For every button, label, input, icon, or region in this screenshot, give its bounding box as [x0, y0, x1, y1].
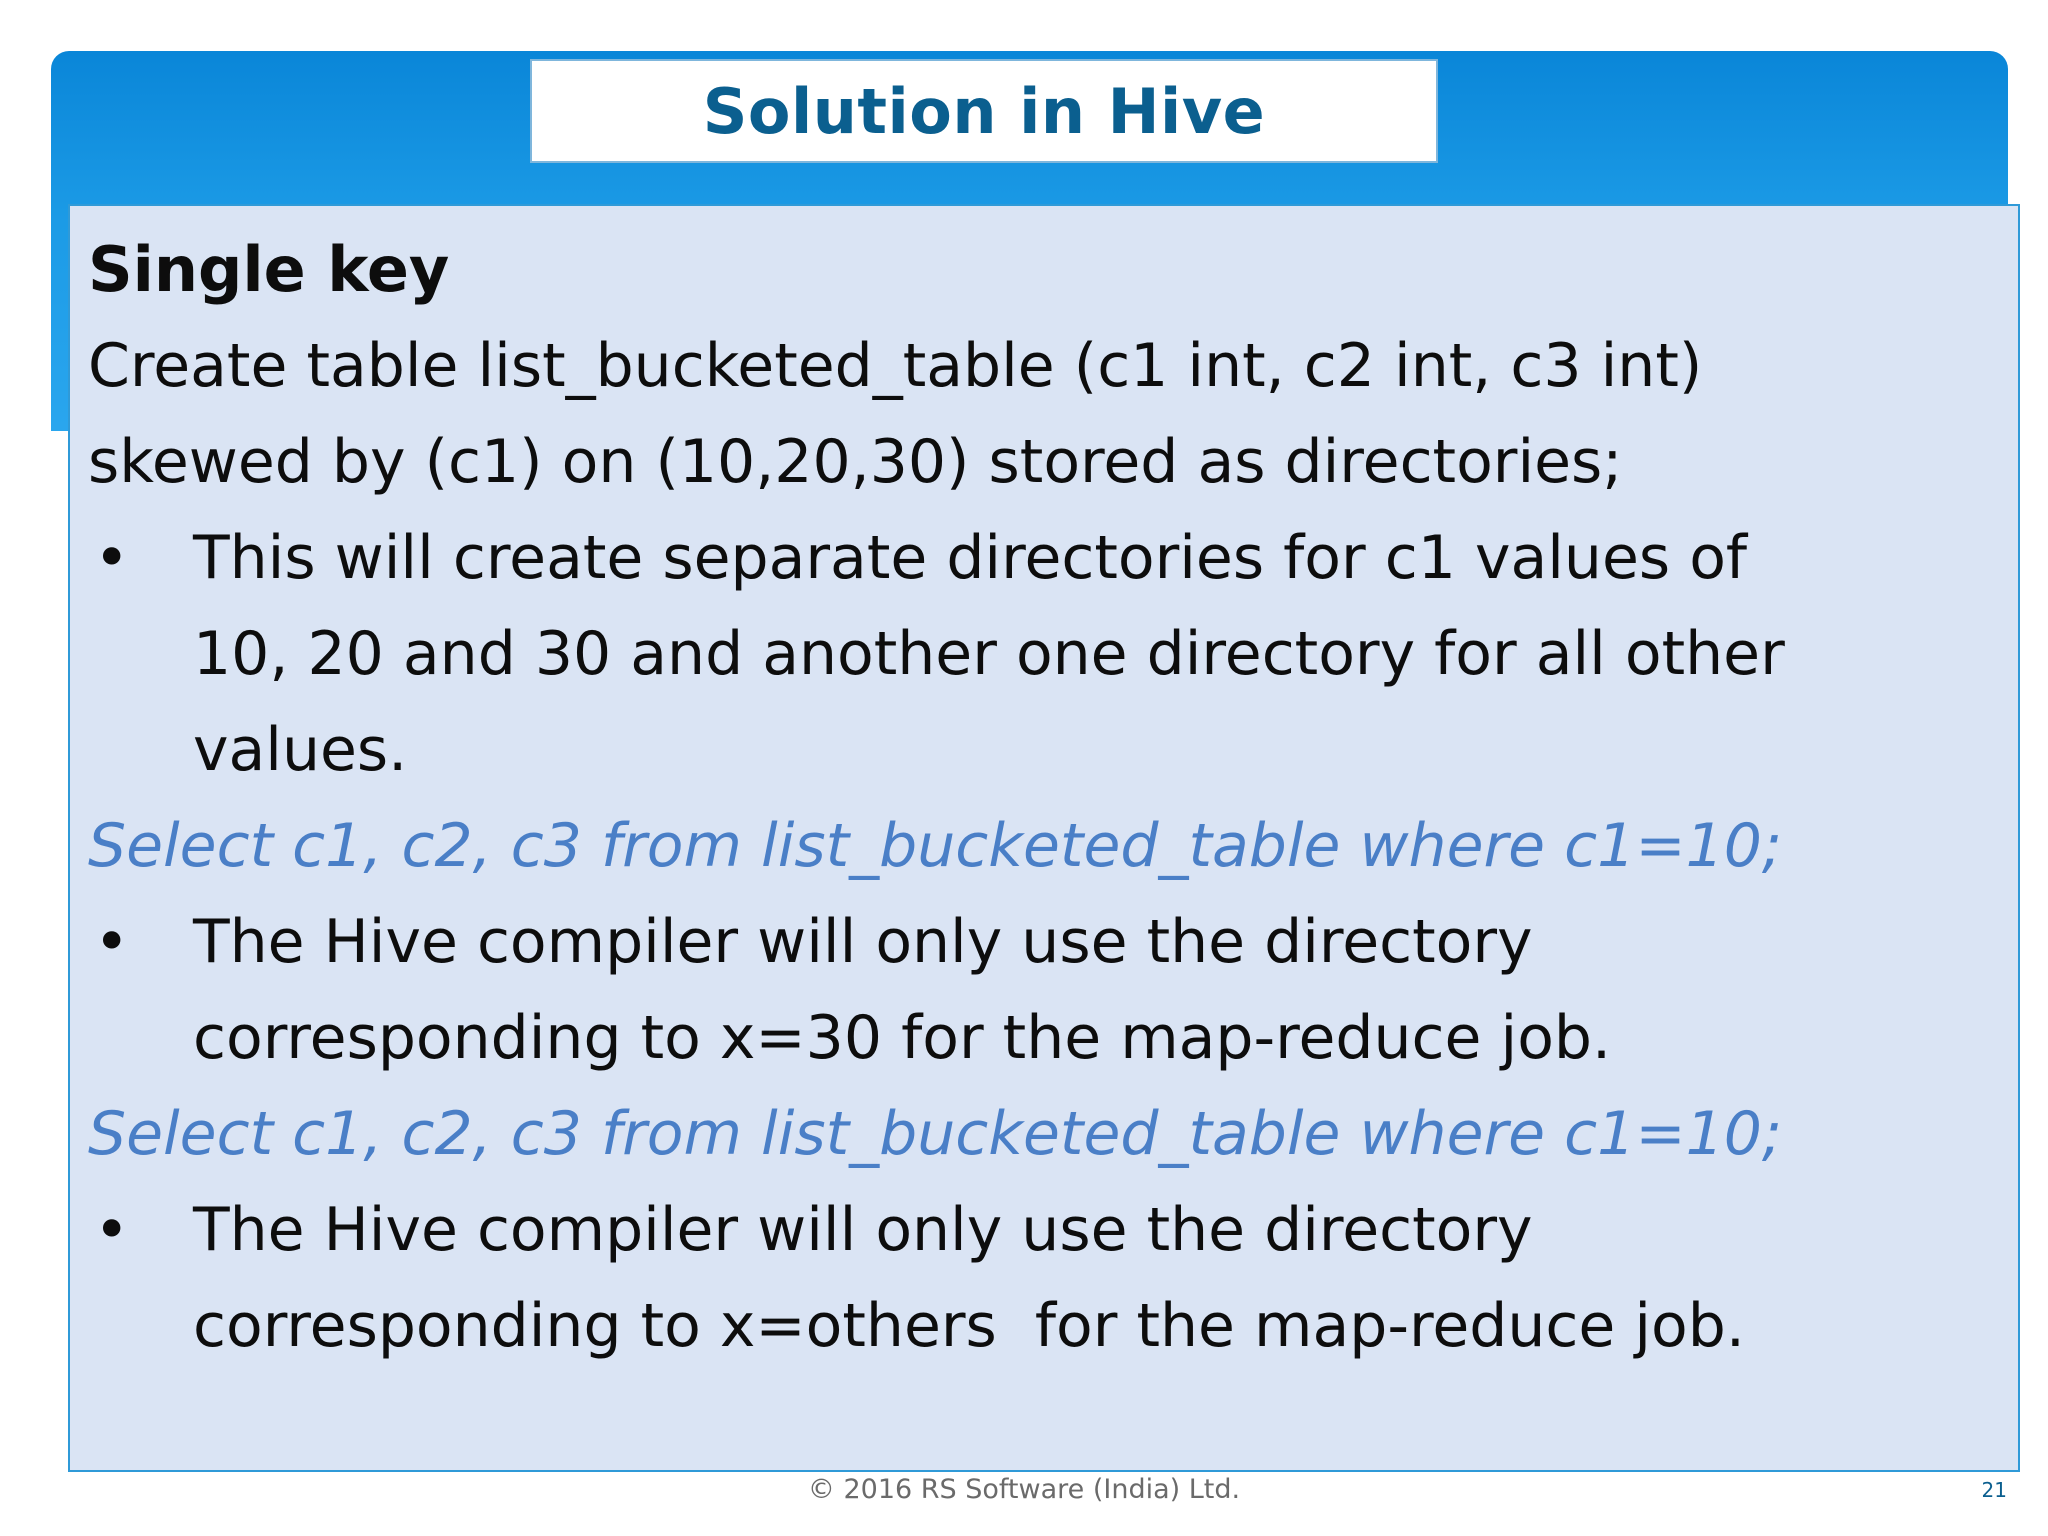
query-line: Select c1, c2, c3 from list_bucketed_table where c1=10;	[88, 1099, 1783, 1169]
statement-line: skewed by (c1) on (10,20,30) stored as directories;	[88, 427, 1623, 497]
bullet-icon: •	[94, 523, 130, 593]
bullet-line: corresponding to x=30 for the map-reduce job.	[193, 1003, 1612, 1073]
copyright-footer: © 2016 RS Software (India) Ltd.	[807, 1474, 1241, 1505]
bullet-text	[193, 1182, 1988, 1374]
page-number: 21	[1981, 1478, 2007, 1502]
slide-content	[88, 222, 1988, 1374]
bullet-item	[88, 1182, 1988, 1374]
bullet-line: corresponding to x=others for the map-reduce job.	[193, 1291, 1745, 1361]
bullet-line: 10, 20 and 30 and another one directory for all other	[193, 619, 1785, 689]
bullet-text	[193, 510, 1988, 798]
bullet-text	[193, 894, 1988, 1086]
bullet-line: The Hive compiler will only use the directory	[193, 1195, 1533, 1265]
bullet-line: The Hive compiler will only use the directory	[193, 907, 1533, 977]
bullet-icon: •	[94, 1195, 130, 1265]
statement-line: Create table list_bucketed_table (c1 int, c2 int, c3 int)	[88, 331, 1703, 401]
section-heading: Single key	[88, 233, 450, 306]
bullet-icon: •	[94, 907, 130, 977]
slide-title: Solution in Hive	[702, 74, 1266, 148]
bullet-item	[88, 894, 1988, 1086]
title-box	[530, 59, 1438, 163]
bullet-line: This will create separate directories for c1 values of	[193, 523, 1748, 593]
bullet-line: values.	[193, 715, 408, 785]
bullet-item	[88, 510, 1988, 798]
query-line: Select c1, c2, c3 from list_bucketed_table where c1=10;	[88, 811, 1783, 881]
